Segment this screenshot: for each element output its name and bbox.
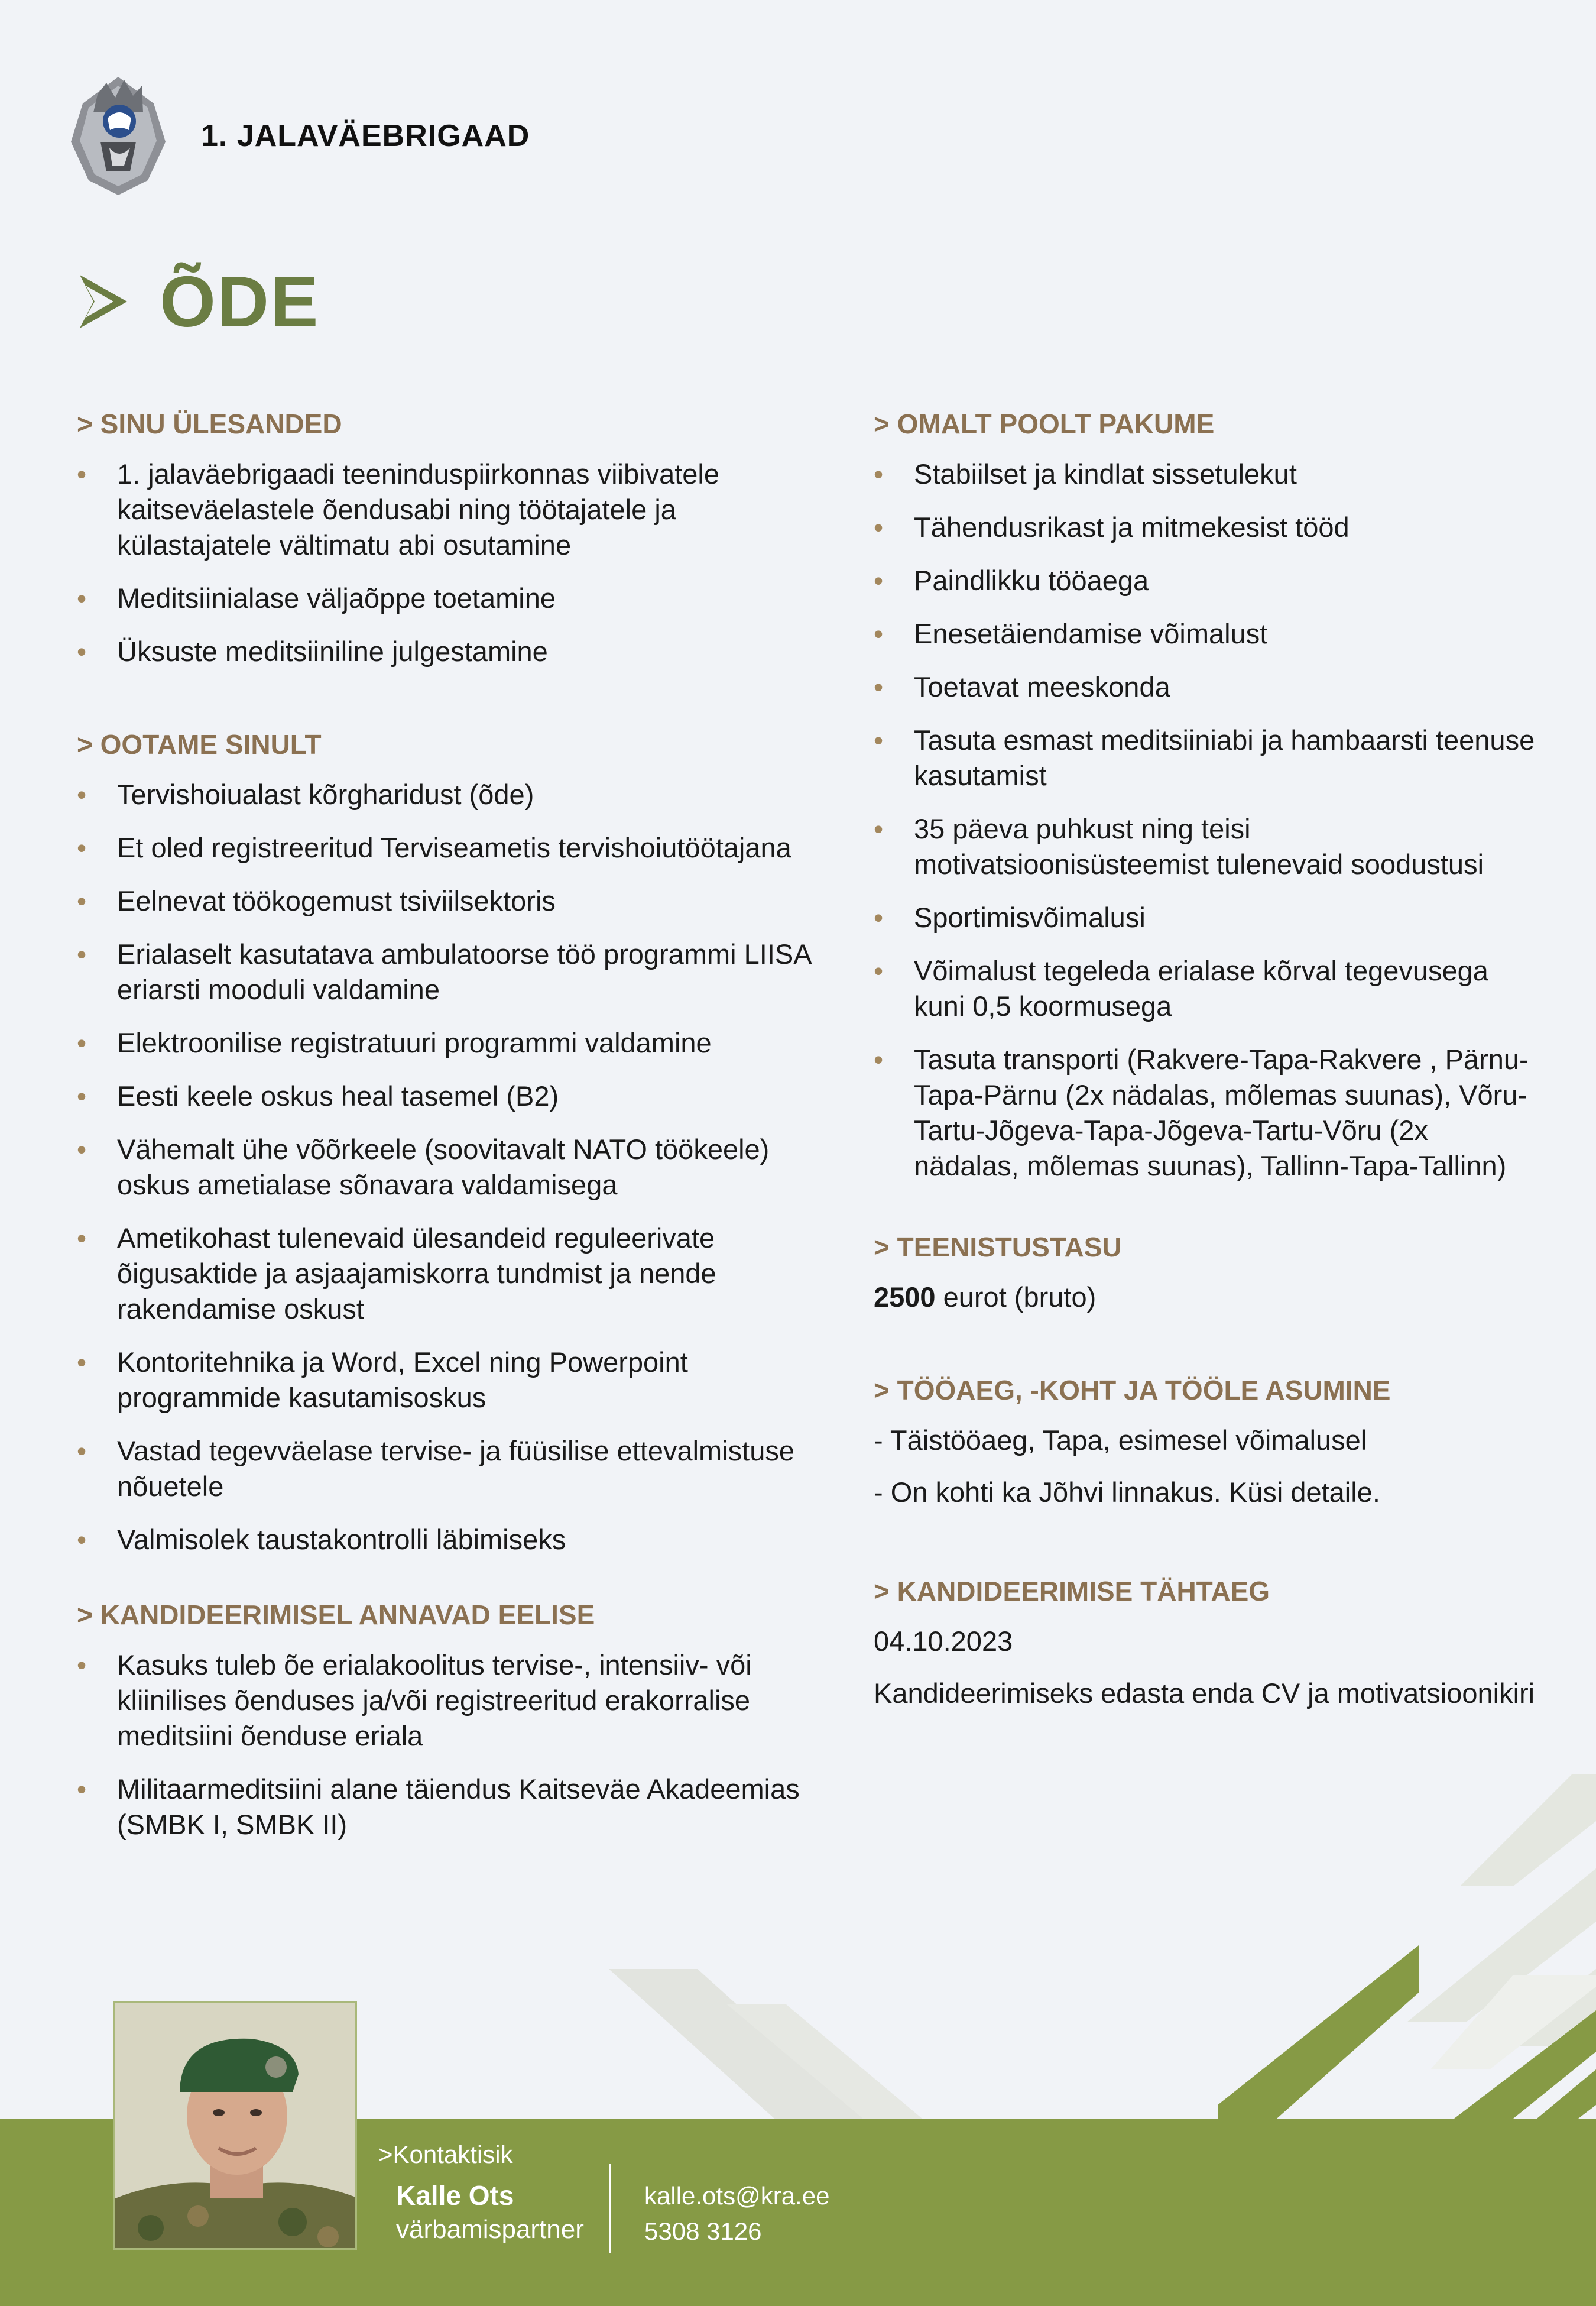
section-requirements <box>77 728 833 1557</box>
section-heading: > TÖÖAEG, -KOHT JA TÖÖLE ASUMINE <box>874 1375 1391 1405</box>
salary-text <box>874 1280 1536 1315</box>
title-row <box>77 260 319 343</box>
list-item: • Stabiilset ja kindlat sissetulekut <box>874 456 1536 492</box>
right-column <box>874 408 1536 1747</box>
list-item: • Kontoritehnika ja Word, Excel ning Powerpoint programmide kasutamisoskus <box>77 1345 833 1416</box>
list-item: • Tervishoiualast kõrgharidust (õde) <box>77 777 833 812</box>
salary-amount: 2500 <box>874 1281 936 1313</box>
worktime-line: - Täistööaeg, Tapa, esimesel võimalusel <box>874 1424 1367 1456</box>
deadline-date: 04.10.2023 <box>874 1625 1013 1657</box>
section-heading: > OMALT POOLT PAKUME <box>874 409 1215 439</box>
bullet-list <box>77 456 833 669</box>
bullet-list <box>77 1647 833 1842</box>
list-item: • Kasuks tuleb õe erialakoolitus tervise-, intensiiv- või kliinilises õenduses ja/või registreeritud erakorralise meditsiini õenduse eriala <box>77 1647 833 1754</box>
list-item: • Tasuta esmast meditsiiniabi ja hambaarsti teenuse kasutamist <box>874 723 1536 794</box>
list-item: • Paindlikku tööaega <box>874 563 1536 598</box>
list-item: • Sportimisvõimalusi <box>874 900 1536 935</box>
list-item: • Erialaselt kasutatava ambulatoorse töö programmi LIISA eriarsti mooduli valdamine <box>77 937 833 1008</box>
salary-unit: eurot (bruto) <box>943 1281 1097 1313</box>
list-item: • Et oled registreeritud Terviseametis tervishoiutöötajana <box>77 830 833 866</box>
header <box>65 71 530 201</box>
bullet-list <box>77 777 833 1557</box>
organization-name: 1. JALAVÄEBRIGAAD <box>201 119 530 153</box>
left-column <box>77 408 833 1878</box>
list-item: • Militaarmeditsiini alane täiendus Kaitseväe Akadeemias (SMBK I, SMBK II) <box>77 1771 833 1842</box>
section-heading: > SINU ÜLESANDED <box>77 409 342 439</box>
contact-role: värbamispartner <box>396 2215 584 2244</box>
list-item: • 1. jalaväebrigaadi teeninduspiirkonnas viibivatele kaitseväelastele õendusabi ning töötajatele ja külastajatele vältimatu abi osutamine <box>77 456 833 563</box>
contact-phone[interactable]: 5308 3126 <box>644 2217 762 2245</box>
bullet-list <box>874 456 1536 1184</box>
contact-email[interactable]: kalle.ots@kra.ee <box>644 2182 830 2210</box>
list-item: • 35 päeva puhkust ning teisi motivatsioonisüsteemist tulenevaid soodustusi <box>874 811 1536 882</box>
list-item: • Ametikohast tulenevaid ülesandeid reguleerivate õigusaktide ja asjaajamiskorra tundmist ja nende rakendamise oskust <box>77 1220 833 1327</box>
contact-divider <box>609 2164 611 2253</box>
list-item: • Eesti keele oskus heal tasemel (B2) <box>77 1078 833 1114</box>
contact-name: Kalle Ots <box>396 2180 514 2211</box>
list-item: • Võimalust tegeleda erialase kõrval tegevusega kuni 0,5 koormusega <box>874 953 1536 1024</box>
section-advantages <box>77 1599 833 1842</box>
section-deadline <box>874 1575 1536 1711</box>
section-offer <box>874 408 1536 1184</box>
list-item: • Elektroonilise registratuuri programmi valdamine <box>77 1025 833 1061</box>
list-item: • Üksuste meditsiiniline julgestamine <box>77 634 833 669</box>
list-item: • Vähemalt ühe võõrkeele (soovitavalt NATO töökeele) oskus ametialase sõnavara valdamisega <box>77 1132 833 1203</box>
list-item: • Toetavat meeskonda <box>874 669 1536 705</box>
list-item: • Meditsiinialase väljaõppe toetamine <box>77 581 833 616</box>
deadline-note: Kandideerimiseks edasta enda CV ja motivatsioonikiri <box>874 1677 1535 1709</box>
contact-label: >Kontaktisik <box>378 2140 513 2168</box>
section-tasks <box>77 408 833 669</box>
list-item: • Eelnevat töökogemust tsiviilsektoris <box>77 883 833 919</box>
section-heading: > TEENISTUSTASU <box>874 1232 1122 1262</box>
list-item: • Tähendusrikast ja mitmekesist tööd <box>874 510 1536 545</box>
brigade-emblem-icon <box>65 71 171 201</box>
list-item: • Valmisolek taustakontrolli läbimiseks <box>77 1522 833 1557</box>
contact-photo <box>113 2001 357 2250</box>
list-item: • Vastad tegevväelase tervise- ja füüsilise ettevalmistuse nõuetele <box>77 1433 833 1504</box>
section-heading: > KANDIDEERIMISEL ANNAVAD EELISE <box>77 1599 595 1630</box>
section-heading: > OOTAME SINULT <box>77 729 322 760</box>
worktime-line: - On kohti ka Jõhvi linnakus. Küsi detaile. <box>874 1476 1380 1508</box>
section-heading: > KANDIDEERIMISE TÄHTAEG <box>874 1576 1270 1607</box>
section-salary <box>874 1231 1536 1315</box>
person-portrait-icon <box>115 2003 357 2250</box>
arrow-right-icon <box>77 269 130 334</box>
page-title: ÕDE <box>160 261 320 342</box>
section-worktime <box>874 1374 1536 1510</box>
list-item: • Tasuta transporti (Rakvere-Tapa-Rakvere , Pärnu-Tapa-Pärnu (2x nädalas, mõlemas suunas), Võru-Tartu-Jõgeva-Tapa-Jõgeva-Tartu-Võru (2x nädalas, mõlemas suunas), Tallinn-Tapa-Tallinn) <box>874 1042 1536 1184</box>
list-item: • Enesetäiendamise võimalust <box>874 616 1536 652</box>
